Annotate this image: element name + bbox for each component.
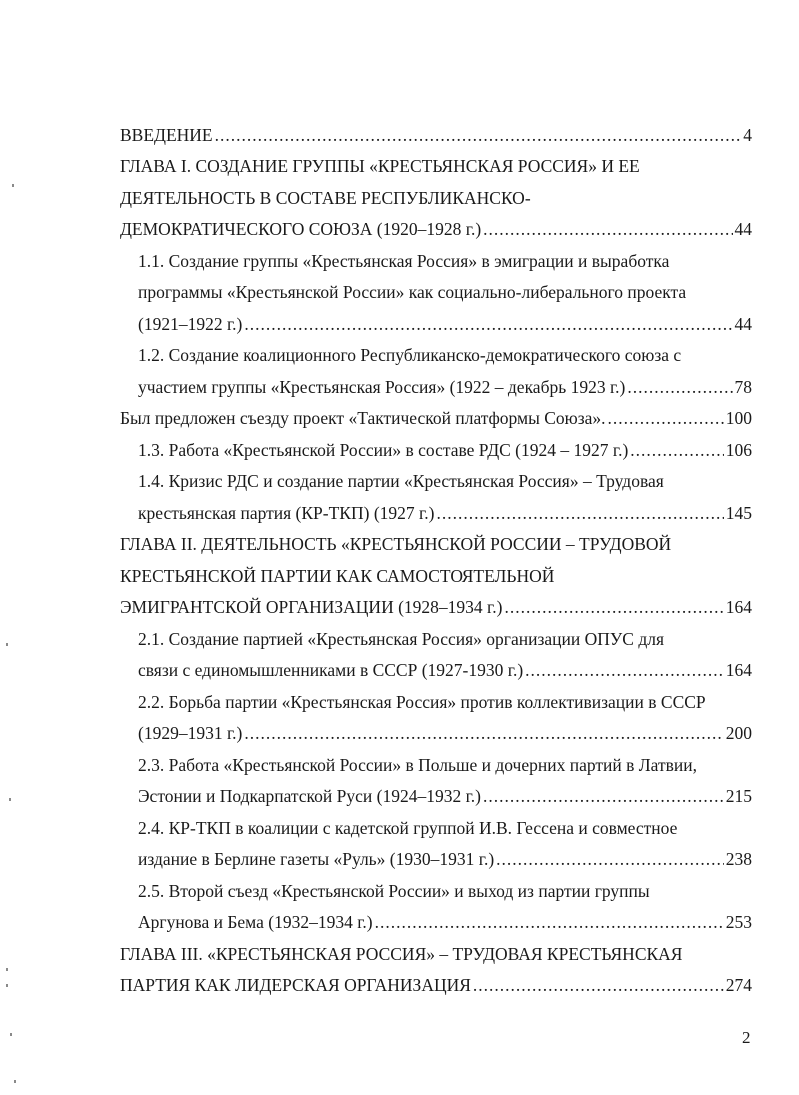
toc-section-2-3-line-1[interactable] xyxy=(138,754,697,776)
toc-entry-title: 1.1. Создание группы «Крестьянская Россия» в эмиграции и выработка xyxy=(138,251,670,271)
toc-page-number: 106 xyxy=(725,440,752,460)
toc-page-number: 4 xyxy=(743,125,752,145)
toc-section-2-1-line-1[interactable] xyxy=(138,628,664,650)
toc-page-number: 274 xyxy=(725,975,752,995)
toc-page-number: 200 xyxy=(725,723,752,743)
toc-entry-title: 2.4. КР-ТКП в коалиции с кадетской группой И.В. Гессена и совместное xyxy=(138,818,678,838)
toc-leader-dots xyxy=(630,439,723,461)
toc-entry-title: 1.4. Кризис РДС и создание партии «Крестьянская Россия» – Трудовая xyxy=(138,471,664,491)
toc-page-number: 100 xyxy=(725,408,752,428)
toc-section-1-3[interactable] xyxy=(138,439,752,461)
toc-section-2-1-line-2[interactable] xyxy=(138,659,752,681)
toc-entry-title: Был предложен съезду проект «Тактической платформы Союза». xyxy=(120,408,606,428)
toc-entry-title: ГЛАВА III. «КРЕСТЬЯНСКАЯ РОССИЯ» – ТРУДОВАЯ КРЕСТЬЯНСКАЯ xyxy=(120,944,683,964)
toc-entry-title: 2.2. Борьба партии «Крестьянская Россия» против коллективизации в СССР xyxy=(138,692,706,712)
toc-entry-title: связи с единомышленниками в СССР (1927-1930 г.) xyxy=(138,660,524,680)
toc-entry-title: ВВЕДЕНИЕ xyxy=(120,125,213,145)
toc-chapter-1-line-1[interactable] xyxy=(120,155,640,177)
toc-page-number: 145 xyxy=(725,503,752,523)
toc-page-number: 238 xyxy=(725,849,752,869)
scan-speck xyxy=(6,984,8,987)
toc-leader-dots xyxy=(375,911,724,933)
toc-entry-title: издание в Берлине газеты «Руль» (1930–1931 г.) xyxy=(138,849,495,869)
toc-entry-title: ГЛАВА I. СОЗДАНИЕ ГРУППЫ «КРЕСТЬЯНСКАЯ РОССИЯ» И ЕЕ xyxy=(120,156,640,176)
toc-section-1-1-line-1[interactable] xyxy=(138,250,669,272)
scan-speck xyxy=(6,643,8,646)
toc-entry-title: 1.3. Работа «Крестьянской России» в составе РДС (1924 – 1927 г.) xyxy=(138,440,629,460)
toc-page-number: 164 xyxy=(725,660,752,680)
toc-page-number: 253 xyxy=(725,912,752,932)
toc-leader-dots xyxy=(608,407,724,429)
toc-chapter-2-line-3[interactable] xyxy=(120,596,752,618)
toc-entry-intro[interactable] xyxy=(120,124,752,146)
toc-entry-title: 2.5. Второй съезд «Крестьянской России» и выход из партии группы xyxy=(138,881,650,901)
toc-entry-title: ГЛАВА II. ДЕЯТЕЛЬНОСТЬ «КРЕСТЬЯНСКОЙ РОССИИ – ТРУДОВОЙ xyxy=(120,534,672,554)
toc-entry-title: ДЕЯТЕЛЬНОСТЬ В СОСТАВЕ РЕСПУБЛИКАНСКО- xyxy=(120,188,531,208)
toc-page-number: 44 xyxy=(734,219,752,239)
scan-speck xyxy=(6,968,8,971)
toc-entry-platform[interactable] xyxy=(120,407,752,429)
toc-section-1-2-line-1[interactable] xyxy=(138,344,681,366)
toc-leader-dots xyxy=(215,124,742,146)
toc-entry-title: ДЕМОКРАТИЧЕСКОГО СОЮЗА (1920–1928 г.) xyxy=(120,219,482,239)
scan-speck xyxy=(10,1033,12,1036)
toc-leader-dots xyxy=(627,376,732,398)
scan-speck xyxy=(9,798,11,801)
toc-entry-title: ПАРТИЯ КАК ЛИДЕРСКАЯ ОРГАНИЗАЦИЯ xyxy=(120,975,471,995)
toc-section-2-4-line-2[interactable] xyxy=(138,848,752,870)
toc-section-1-1-line-2[interactable] xyxy=(138,281,686,303)
toc-leader-dots xyxy=(244,722,723,744)
toc-chapter-2-line-2[interactable] xyxy=(120,565,554,587)
toc-chapter-3-line-1[interactable] xyxy=(120,943,682,965)
scan-speck xyxy=(12,184,14,187)
toc-entry-title: (1929–1931 г.) xyxy=(138,723,243,743)
toc-entry-title: программы «Крестьянской России» как социально-либерального проекта xyxy=(138,282,687,302)
toc-leader-dots xyxy=(504,596,723,618)
toc-entry-title: ЭМИГРАНТСКОЙ ОРГАНИЗАЦИИ (1928–1934 г.) xyxy=(120,597,503,617)
toc-entry-title: 2.3. Работа «Крестьянской России» в Польше и дочерних партий в Латвии, xyxy=(138,755,697,775)
toc-section-2-2-line-2[interactable] xyxy=(138,722,752,744)
toc-section-2-3-line-2[interactable] xyxy=(138,785,752,807)
toc-leader-dots xyxy=(496,848,724,870)
toc-chapter-2-line-1[interactable] xyxy=(120,533,671,555)
toc-leader-dots xyxy=(525,659,724,681)
toc-section-1-4-line-1[interactable] xyxy=(138,470,664,492)
toc-entry-title: (1921–1922 г.) xyxy=(138,314,243,334)
toc-entry-title: крестьянская партия (КР-ТКП) (1927 г.) xyxy=(138,503,435,523)
toc-entry-title: КРЕСТЬЯНСКОЙ ПАРТИИ КАК САМОСТОЯТЕЛЬНОЙ xyxy=(120,566,555,586)
toc-section-1-2-line-2[interactable] xyxy=(138,376,752,398)
toc-section-1-1-line-3[interactable] xyxy=(138,313,752,335)
toc-section-2-5-line-2[interactable] xyxy=(138,911,752,933)
scan-speck xyxy=(14,1080,16,1083)
toc-entry-title: Эстонии и Подкарпатской Руси (1924–1932 г.) xyxy=(138,786,482,806)
toc-section-2-4-line-1[interactable] xyxy=(138,817,677,839)
toc-chapter-1-line-3[interactable] xyxy=(120,218,752,240)
toc-page-number: 215 xyxy=(725,786,752,806)
toc-leader-dots xyxy=(436,502,723,524)
toc-page-number: 164 xyxy=(725,597,752,617)
toc-section-2-2-line-1[interactable] xyxy=(138,691,706,713)
toc-leader-dots xyxy=(483,785,724,807)
toc-entry-title: участием группы «Крестьянская Россия» (1922 – декабрь 1923 г.) xyxy=(138,377,626,397)
page-number: 2 xyxy=(742,1028,751,1047)
toc-entry-title: Аргунова и Бема (1932–1934 г.) xyxy=(138,912,373,932)
toc-section-2-5-line-1[interactable] xyxy=(138,880,650,902)
toc-page-number: 44 xyxy=(734,314,752,334)
toc-chapter-1-line-2[interactable] xyxy=(120,187,531,209)
toc-page-number: 78 xyxy=(734,377,752,397)
toc-leader-dots xyxy=(483,218,732,240)
toc-entry-title: 2.1. Создание партией «Крестьянская Россия» организации ОПУС для xyxy=(138,629,665,649)
toc-entry-title: 1.2. Создание коалиционного Республиканско-демократического союза с xyxy=(138,345,682,365)
toc-section-1-4-line-2[interactable] xyxy=(138,502,752,524)
toc-leader-dots xyxy=(244,313,732,335)
toc-chapter-3-line-2[interactable] xyxy=(120,974,752,996)
toc-leader-dots xyxy=(473,974,724,996)
